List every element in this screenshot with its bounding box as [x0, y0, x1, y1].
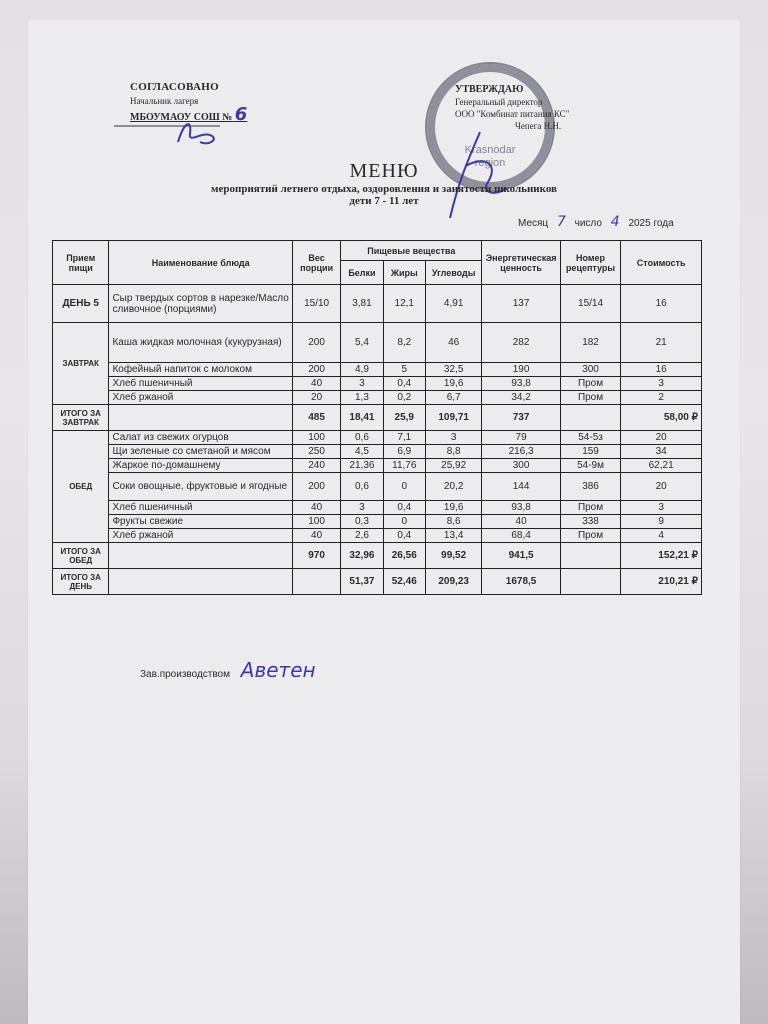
- cell-fat: 11,76: [383, 459, 425, 473]
- cell-weight: 200: [292, 323, 340, 363]
- col-nutrients: Пищевые вещества: [341, 241, 482, 261]
- cell-fat: 0,4: [383, 501, 425, 515]
- dish-name: Кофейный напиток с молоком: [109, 363, 292, 377]
- table-row: [53, 377, 702, 391]
- approval-right-title: УТВЕРЖДАЮ: [455, 84, 524, 95]
- col-fat: Жиры: [383, 261, 425, 285]
- production-hand-name: Аветен: [240, 658, 316, 682]
- cell-carbs: 4,91: [425, 285, 481, 323]
- table-row: [53, 391, 702, 405]
- breakfast-label: ЗАВТРАК: [53, 323, 109, 405]
- cell-cost: 21: [621, 323, 702, 363]
- dish-name: Хлеб пшеничный: [109, 377, 292, 391]
- cell-recipe: 386: [560, 473, 620, 501]
- table-row: [53, 431, 702, 445]
- cell-fat: 52,46: [383, 569, 425, 595]
- document-subtitle: мероприятий летнего отдыха, оздоровления и занятости школьников: [211, 183, 557, 195]
- dish-name: Хлеб пшеничный: [109, 501, 292, 515]
- dish-name: Хлеб ржаной: [109, 529, 292, 543]
- table-row: [53, 459, 702, 473]
- cell-energy: 34,2: [482, 391, 560, 405]
- cell-energy: 300: [482, 459, 560, 473]
- cell-carbs: 32,5: [425, 363, 481, 377]
- cell-carbs: 8,8: [425, 445, 481, 459]
- cell-fat: 25,9: [383, 405, 425, 431]
- cell-fat: 26,56: [383, 543, 425, 569]
- cell-weight: 970: [292, 543, 340, 569]
- cell-cost: 3: [621, 377, 702, 391]
- cell-recipe: Пром: [560, 377, 620, 391]
- cell-carbs: 99,52: [425, 543, 481, 569]
- table-row: [53, 323, 702, 363]
- lunch-label: ОБЕД: [53, 431, 109, 543]
- approval-left-title: СОГЛАСОВАНО: [130, 81, 219, 93]
- cell-cost: 2: [621, 391, 702, 405]
- cell-protein: 5,4: [341, 323, 383, 363]
- cell-cost: 16: [621, 285, 702, 323]
- cell-carbs: 46: [425, 323, 481, 363]
- cell-weight: 485: [292, 405, 340, 431]
- day-label: число: [574, 218, 602, 229]
- stamp-text-1: Krasnodar: [464, 144, 516, 156]
- cell-fat: 0: [383, 515, 425, 529]
- cell-recipe: 338: [560, 515, 620, 529]
- cell-cost: 20: [621, 431, 702, 445]
- col-protein: Белки: [341, 261, 383, 285]
- cell-cost: 9: [621, 515, 702, 529]
- table-row: [53, 363, 702, 377]
- month-label: Месяц: [518, 218, 549, 229]
- table-row: [53, 445, 702, 459]
- total-label: ИТОГО ЗА ДЕНЬ: [53, 569, 109, 595]
- empty-cell: [292, 569, 340, 595]
- dish-name: Салат из свежих огурцов: [109, 431, 292, 445]
- cell-carbs: 25,92: [425, 459, 481, 473]
- cell-energy: 40: [482, 515, 560, 529]
- approval-right-line3: Чепега Н.Н.: [515, 121, 562, 131]
- document-age-group: дети 7 - 11 лет: [349, 195, 419, 207]
- empty-cell: [560, 405, 620, 431]
- table-row: [53, 515, 702, 529]
- cell-cost: 34: [621, 445, 702, 459]
- cell-fat: 7,1: [383, 431, 425, 445]
- cell-fat: 0: [383, 473, 425, 501]
- cell-fat: 5: [383, 363, 425, 377]
- cell-cost: 152,21 ₽: [621, 543, 702, 569]
- left-signature: [108, 112, 238, 148]
- col-meal: Прием пищи: [53, 241, 109, 285]
- dish-name: Каша жидкая молочная (кукурузная): [109, 323, 292, 363]
- dish-name: Фрукты свежие: [109, 515, 292, 529]
- cell-recipe: Пром: [560, 391, 620, 405]
- cell-protein: 51,37: [341, 569, 383, 595]
- approval-left-position: Начальник лагеря: [130, 96, 199, 106]
- cell-protein: 2,6: [341, 529, 383, 543]
- cell-energy: 137: [482, 285, 560, 323]
- cell-weight: 20: [292, 391, 340, 405]
- breakfast-total-row: [53, 405, 702, 431]
- cell-carbs: 19,6: [425, 501, 481, 515]
- cell-weight: 240: [292, 459, 340, 473]
- cell-weight: 100: [292, 515, 340, 529]
- cell-fat: 0,4: [383, 529, 425, 543]
- cell-protein: 4,5: [341, 445, 383, 459]
- dish-name: Жаркое по-домашнему: [109, 459, 292, 473]
- date-line: [518, 214, 674, 230]
- approval-right: [455, 84, 569, 132]
- production-signature: [140, 658, 316, 682]
- document-header: [0, 160, 768, 207]
- cell-energy: 1678,5: [482, 569, 560, 595]
- cell-fat: 6,9: [383, 445, 425, 459]
- cell-recipe: Пром: [560, 501, 620, 515]
- production-label: Зав.производством: [140, 669, 230, 680]
- empty-cell: [560, 569, 620, 595]
- table-row: [53, 285, 702, 323]
- cell-weight: 40: [292, 501, 340, 515]
- approval-left-hand-number: 6: [234, 104, 248, 125]
- cell-energy: 737: [482, 405, 560, 431]
- empty-cell: [560, 543, 620, 569]
- cell-weight: 100: [292, 431, 340, 445]
- cell-cost: 62,21: [621, 459, 702, 473]
- day-label: ДЕНЬ 5: [53, 285, 109, 323]
- year-label: 2025 года: [628, 218, 674, 229]
- cell-recipe: Пром: [560, 529, 620, 543]
- approval-right-line2: ООО "Комбинат питания КС": [455, 109, 570, 119]
- cell-protein: 3: [341, 377, 383, 391]
- cell-recipe: 54-9м: [560, 459, 620, 473]
- lunch-total-row: [53, 543, 702, 569]
- day-total-row: [53, 569, 702, 595]
- cell-weight: 40: [292, 529, 340, 543]
- cell-energy: 93,8: [482, 377, 560, 391]
- table-row: [53, 473, 702, 501]
- cell-recipe: 159: [560, 445, 620, 459]
- col-carbs: Углеводы: [425, 261, 481, 285]
- cell-carbs: 8,6: [425, 515, 481, 529]
- empty-cell: [109, 543, 292, 569]
- total-label: ИТОГО ЗА ЗАВТРАК: [53, 405, 109, 431]
- col-weight: Вес порции: [292, 241, 340, 285]
- cell-protein: 32,96: [341, 543, 383, 569]
- col-energy: Энергетическая ценность: [482, 241, 560, 285]
- cell-protein: 1,3: [341, 391, 383, 405]
- cell-cost: 3: [621, 501, 702, 515]
- cell-protein: 0,6: [341, 473, 383, 501]
- cell-cost: 20: [621, 473, 702, 501]
- cell-recipe: 182: [560, 323, 620, 363]
- col-recipe: Номер рецептуры: [560, 241, 620, 285]
- cell-energy: 93,8: [482, 501, 560, 515]
- cell-carbs: 209,23: [425, 569, 481, 595]
- cell-carbs: 6,7: [425, 391, 481, 405]
- cell-carbs: 109,71: [425, 405, 481, 431]
- cell-recipe: 15/14: [560, 285, 620, 323]
- cell-cost: 16: [621, 363, 702, 377]
- cell-carbs: 19,6: [425, 377, 481, 391]
- cell-fat: 0,2: [383, 391, 425, 405]
- approval-right-line1: Генеральный директор: [455, 97, 543, 107]
- cell-protein: 3: [341, 501, 383, 515]
- cell-energy: 68,4: [482, 529, 560, 543]
- cell-energy: 282: [482, 323, 560, 363]
- cell-weight: 250: [292, 445, 340, 459]
- cell-protein: 18,41: [341, 405, 383, 431]
- cell-recipe: 54-5з: [560, 431, 620, 445]
- cell-energy: 79: [482, 431, 560, 445]
- cell-cost: 4: [621, 529, 702, 543]
- cell-protein: 0,3: [341, 515, 383, 529]
- cell-carbs: 13,4: [425, 529, 481, 543]
- dish-name: Сыр твердых сортов в нарезке/Масло сливочное (порциями): [109, 285, 292, 323]
- table-row: [53, 529, 702, 543]
- cell-fat: 8,2: [383, 323, 425, 363]
- dish-name: Хлеб ржаной: [109, 391, 292, 405]
- cell-energy: 216,3: [482, 445, 560, 459]
- cell-cost: 58,00 ₽: [621, 405, 702, 431]
- col-cost: Стоимость: [621, 241, 702, 285]
- cell-protein: 4,9: [341, 363, 383, 377]
- total-label: ИТОГО ЗА ОБЕД: [53, 543, 109, 569]
- cell-energy: 190: [482, 363, 560, 377]
- empty-cell: [109, 405, 292, 431]
- cell-recipe: 300: [560, 363, 620, 377]
- stamp-text-2: region: [474, 157, 506, 169]
- cell-protein: 0,6: [341, 431, 383, 445]
- dish-name: Щи зеленые со сметаной и мясом: [109, 445, 292, 459]
- document-title: МЕНЮ: [349, 160, 419, 182]
- cell-energy: 144: [482, 473, 560, 501]
- cell-carbs: 20,2: [425, 473, 481, 501]
- col-dish: Наименование блюда: [109, 241, 292, 285]
- cell-weight: 200: [292, 363, 340, 377]
- menu-table: [52, 240, 702, 595]
- table-row: [53, 501, 702, 515]
- day-value: 4: [610, 214, 620, 230]
- cell-weight: 200: [292, 473, 340, 501]
- cell-fat: 12,1: [383, 285, 425, 323]
- cell-cost: 210,21 ₽: [621, 569, 702, 595]
- cell-weight: 40: [292, 377, 340, 391]
- cell-protein: 21,36: [341, 459, 383, 473]
- cell-carbs: 3: [425, 431, 481, 445]
- cell-weight: 15/10: [292, 285, 340, 323]
- cell-energy: 941,5: [482, 543, 560, 569]
- cell-protein: 3,81: [341, 285, 383, 323]
- cell-fat: 0,4: [383, 377, 425, 391]
- dish-name: Соки овощные, фруктовые и ягодные: [109, 473, 292, 501]
- approval-left-org: МБОУМАОУ СОШ № 6: [130, 104, 248, 125]
- empty-cell: [109, 569, 292, 595]
- month-value: 7: [556, 214, 566, 230]
